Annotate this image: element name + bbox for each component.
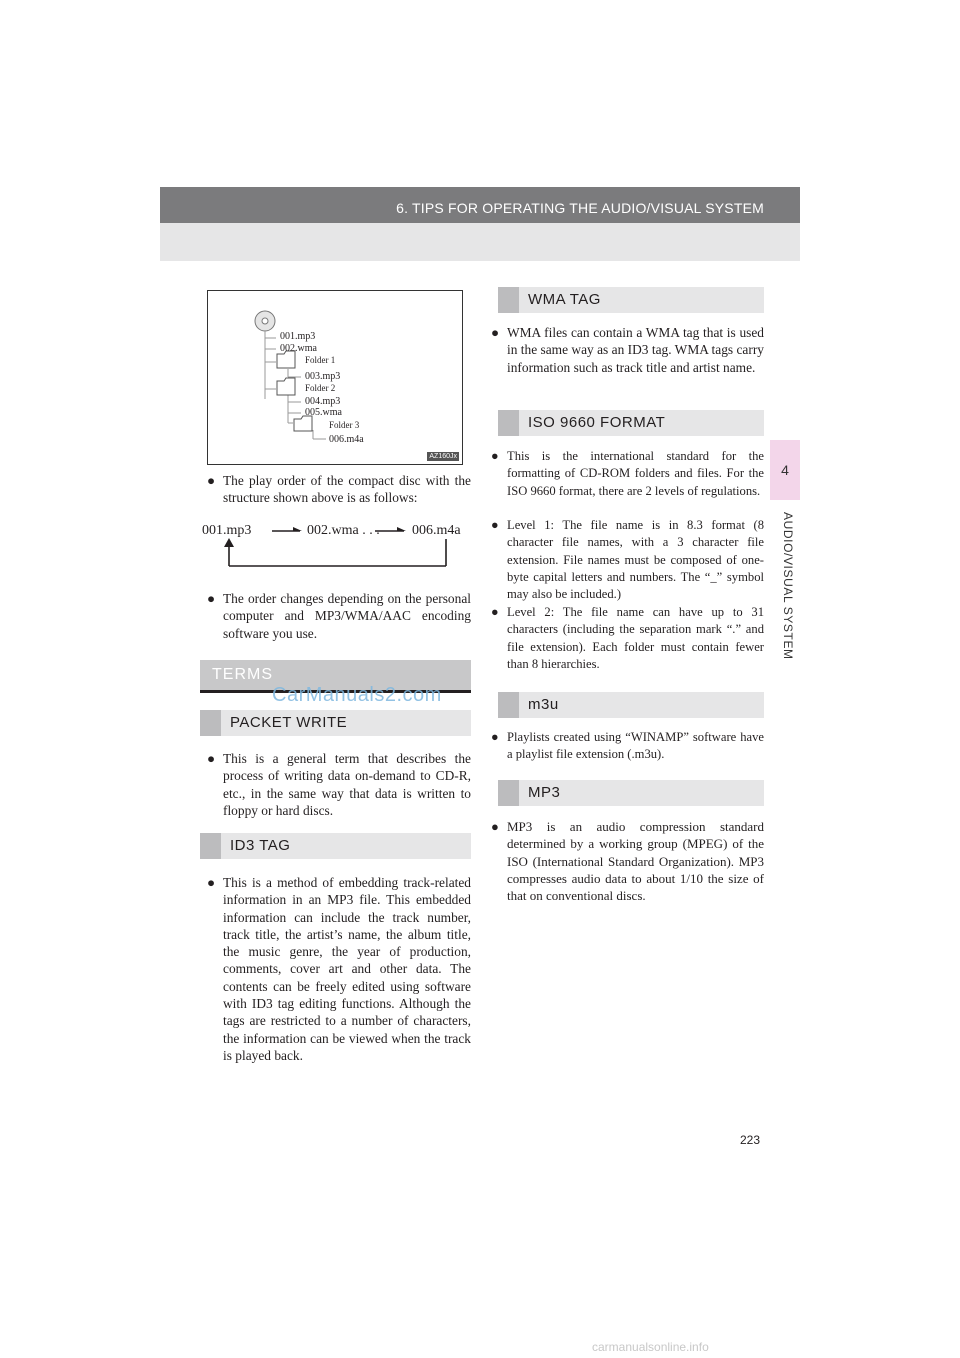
bullet-order-changes: ● The order changes depending on the personal computer and MP3/WMA/AAC encoding software you use. — [207, 591, 471, 641]
header-title: 6. TIPS FOR OPERATING THE AUDIO/VISUAL SYSTEM — [396, 200, 764, 216]
wma-tag-heading: WMA TAG — [498, 287, 764, 313]
mp3-heading: MP3 — [498, 780, 764, 806]
footer-watermark: carmanualsonline.info — [592, 1340, 709, 1354]
watermark: CarManuals2.com — [272, 684, 442, 706]
chapter-tab-number: 4 — [770, 440, 800, 500]
order-second: 002.wma . . . — [307, 523, 380, 538]
mp3-text: ● MP3 is an audio compression standard determined by a working group (MPEG) of the ISO (International Standard Organization). MP3 compresses audio data to about 1/10 the size of that on conventional discs. — [491, 819, 764, 904]
id3-tag-heading: ID3 TAG — [200, 833, 471, 859]
header-bar — [160, 187, 800, 223]
folder-structure-figure — [207, 290, 463, 465]
terms-heading: TERMS — [200, 660, 471, 693]
iso-9660-text-1: ● This is the international standard for the formatting of CD-ROM folders and files. For the ISO 9660 format, there are 2 levels of regulations. — [491, 449, 764, 498]
figure-label: 005.wma — [305, 407, 342, 418]
figure-label: Folder 1 — [305, 355, 336, 365]
figure-label: 004.mp3 — [305, 396, 341, 407]
figure-label: 006.m4a — [329, 434, 364, 445]
figure-label: 001.mp3 — [280, 331, 316, 342]
order-arrows — [200, 520, 475, 570]
m3u-heading: m3u — [498, 692, 764, 718]
figure-label: 003.mp3 — [305, 371, 341, 382]
folder-icon — [294, 416, 312, 431]
chapter-tab-label: AUDIO/VISUAL SYSTEM — [781, 512, 795, 660]
order-first: 001.mp3 — [202, 523, 252, 538]
packet-write-text: ● This is a general term that describes the process of writing data on-demand to CD-R, etc., in the same way that data is written to floppy or hard discs. — [207, 751, 471, 818]
figure-label: Folder 2 — [305, 383, 336, 393]
page-number: 223 — [740, 1133, 761, 1147]
play-order-diagram — [200, 520, 475, 570]
bullet-play-order: ● The play order of the compact disc with the structure shown above is as follows: — [207, 473, 471, 506]
figure-code: AZ160Jx — [429, 453, 457, 460]
packet-write-heading: PACKET WRITE — [200, 710, 471, 736]
disc-icon — [255, 311, 275, 331]
iso-9660-heading: ISO 9660 FORMAT — [498, 410, 764, 436]
folder-icon — [277, 378, 295, 395]
iso-9660-text-2: ● Level 1: The file name is in 8.3 format (8 character file names, with a 3 character file extension. File names must be composed of one-byte capital letters and numbers. The “_” symbol may also be included.) — [491, 518, 764, 602]
iso-9660-text-3: ● Level 2: The file name can have up to 31 characters (including the separation mark “.” and file extension). Each folder must contain fewer than 8 hierarchies. — [491, 605, 764, 671]
m3u-text: ● Playlists created using “WINAMP” software have a playlist file extension (.m3u). — [491, 730, 764, 762]
order-last: 006.m4a — [412, 523, 461, 538]
figure-label: Folder 3 — [329, 420, 360, 430]
figure-label: 002.wma — [280, 343, 317, 354]
wma-tag-text: ● WMA files can contain a WMA tag that is used in the same way as an ID3 tag. WMA tags carry information such as track title and artist name. — [491, 325, 764, 375]
id3-tag-text: ● This is a method of embedding track-related information in an MP3 file. This embedded information can include the track number, track title, the artist’s name, the album title, the music genre, the year of production, comments, cover art and other data. The contents can be freely edited using software with ID3 tag editing functions. Although the tags are restricted to a number of characters, the information can be viewed when the track is played back. — [207, 875, 471, 1063]
header-subbar — [160, 223, 800, 261]
